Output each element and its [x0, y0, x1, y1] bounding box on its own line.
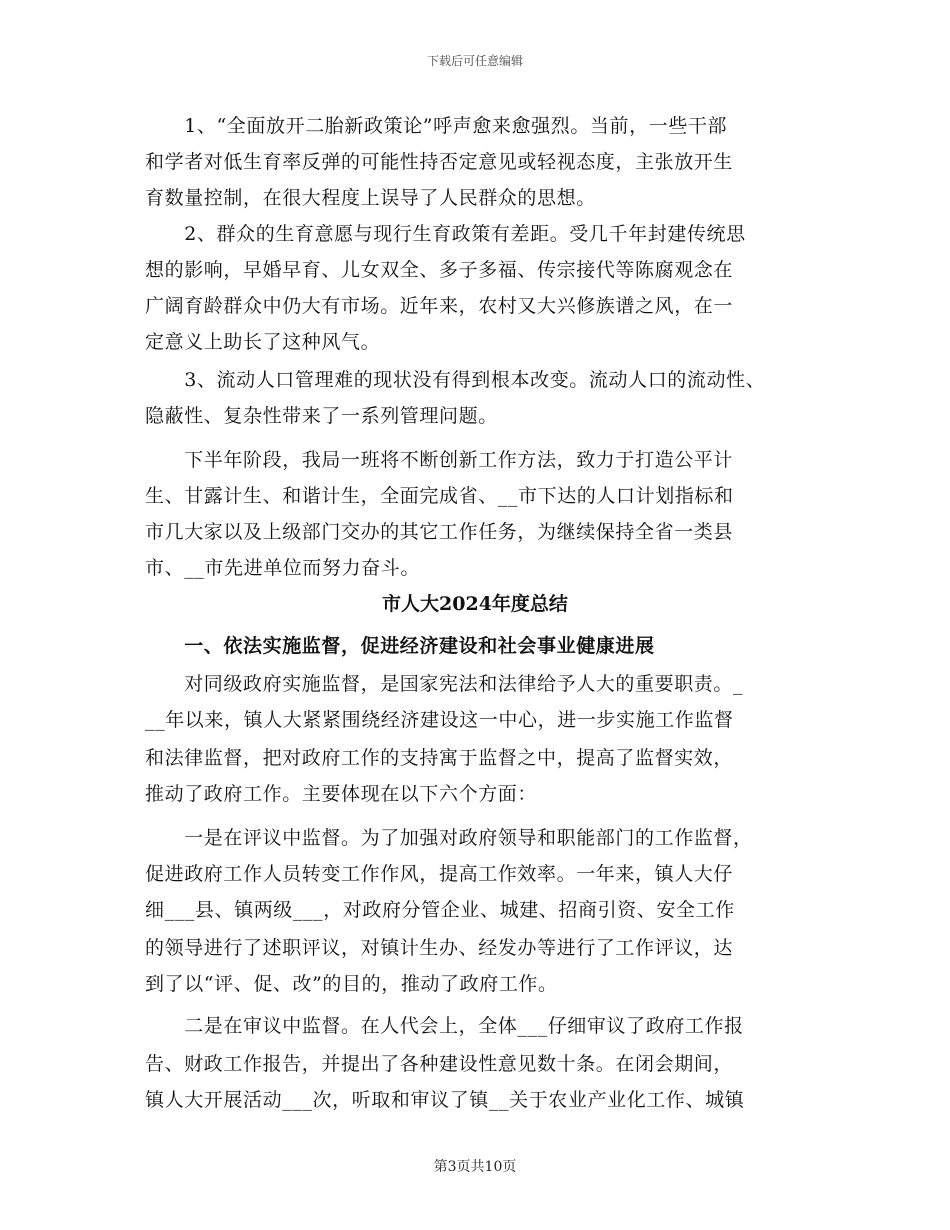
text-line: 生、甘露计生、和谐计生，全面完成省、__市下达的人口计划指标和 — [145, 485, 734, 507]
text-line: 推动了政府工作。主要体现在以下六个方面： — [145, 783, 538, 805]
text-line: 想的影响，早婚早育、儿女双全、多子多福、传宗接代等陈腐观念在 — [145, 259, 734, 281]
text-line: 告、财政工作报告，并提出了各种建设性意见数十条。在闭会期间， — [145, 1053, 734, 1075]
text-line: 隐蔽性、复杂性带来了一系列管理问题。 — [145, 405, 498, 427]
text-line: 广阔育龄群众中仍大有市场。近年来，农村又大兴修族谱之风，在一 — [145, 295, 734, 317]
text-line: 二是在审议中监督。在人代会上，全体___仔细审议了政府工作报 — [145, 1015, 744, 1037]
page-header: 下载后可任意编辑 — [426, 54, 523, 68]
text-line: 市、__市先进单位而努力奋斗。 — [145, 557, 421, 579]
text-line: 一是在评议中监督。为了加强对政府领导和职能部门的工作监督， — [145, 827, 753, 849]
text-line: 和学者对低生育率反弹的可能性持否定意见或轻视态度，主张放开生 — [145, 151, 734, 173]
text-line: 的领导进行了述职评议，对镇计生办、经发办等进行了工作评议，达 — [145, 937, 734, 959]
text-line: 2、群众的生育意愿与现行生育政策有差距。受几千年封建传统思 — [145, 223, 746, 245]
document-title: 市人大2024年度总结 — [382, 593, 568, 615]
text-line: 促进政府工作人员转变工作作风，提高工作效率。一年来，镇人大仔 — [145, 863, 734, 885]
text-line: 育数量控制，在很大程度上误导了人民群众的思想。 — [145, 187, 596, 209]
text-line: 到了以“评、促、改”的目的，推动了政府工作。 — [145, 973, 558, 995]
text-line: 镇人大开展活动___次，听取和审议了镇__关于农业产业化工作、城镇 — [145, 1089, 745, 1111]
text-line: 市几大家以及上级部门交办的其它工作任务，为继续保持全省一类县 — [145, 521, 734, 543]
section-heading: 一、依法实施监督，促进经济建设和社会事业健康进展 — [145, 635, 655, 657]
text-line: __年以来，镇人大紧紧围绕经济建设这一中心，进一步实施工作监督 — [145, 709, 734, 731]
text-line: 下半年阶段，我局一班将不断创新工作方法，致力于打造公平计 — [145, 449, 734, 471]
text-line: 3、流动人口管理难的现状没有得到根本改变。流动人口的流动性、 — [145, 369, 766, 391]
text-line: 定意义上助长了这种风气。 — [145, 331, 381, 353]
text-line: 细___县、镇两级___，对政府分管企业、城建、招商引资、安全工作 — [145, 899, 735, 921]
text-line: 1、“全面放开二胎新政策论”呼声愈来愈强烈。当前，一些干部 — [145, 115, 728, 137]
text-line: 和法律监督，把对政府工作的支持寓于监督之中，提高了监督实效， — [145, 747, 734, 769]
text-line: 对同级政府实施监督，是国家宪法和法律给予人大的重要职责。_ — [145, 673, 744, 695]
page-footer: 第3页共10页 — [433, 1159, 517, 1175]
